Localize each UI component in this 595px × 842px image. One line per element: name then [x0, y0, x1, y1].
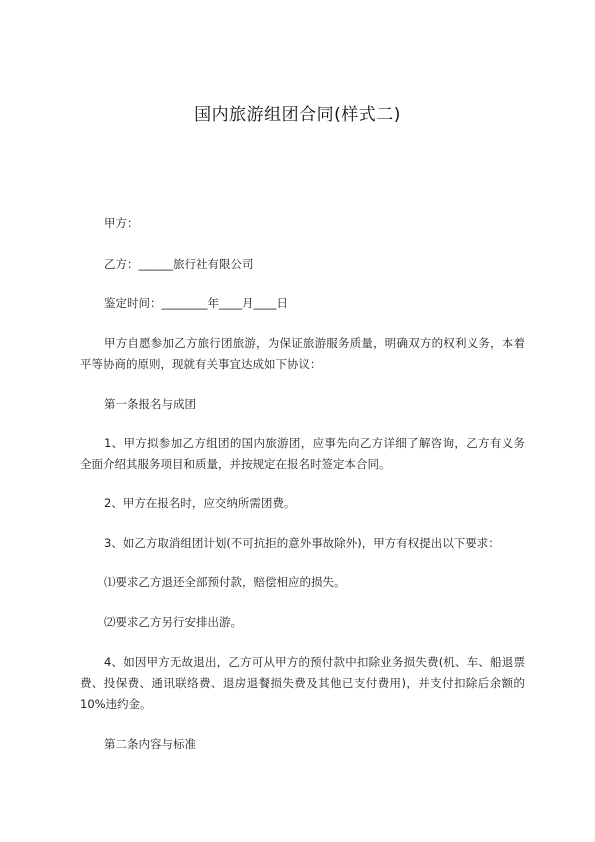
party-a-line: 甲方：: [104, 216, 139, 230]
preamble-paragraph: 甲方自愿参加乙方旅行团旅游，为保证旅游服务质量，明确双方的权利义务，本着平等协商的原则，现就有关事宜达成如下协议：: [80, 336, 525, 371]
article-1-clause-3: 3、如乙方取消组团计划(不可抗拒的意外事故除外)，甲方有权提出以下要求：: [104, 536, 500, 550]
article-1-heading: 第一条报名与成团: [104, 397, 196, 411]
article-1-clause-4: 4、如因甲方无故退出，乙方可从甲方的预付款中扣除业务损失费(机、车、船退票费、投保费、通讯联络费、退房退餐损失费及其他已支付费用)，并支付扣除后余额的 10%违约金。: [80, 655, 525, 711]
article-1-clause-2: 2、甲方在报名时，应交纳所需团费。: [104, 496, 296, 510]
article-2-heading: 第二条内容与标准: [104, 737, 196, 751]
document-title: 国内旅游组团合同(样式二): [194, 105, 401, 125]
article-1-clause-1: 1、甲方拟参加乙方组团的国内旅游团，应事先向乙方详细了解咨询，乙方有义务全面介绍其服务项目和质量，并按规定在报名时签定本合同。: [80, 436, 525, 471]
article-1-clause-3-item-1: ⑴要求乙方退还全部预付款，赔偿相应的损失。: [104, 575, 346, 589]
signing-date-line: 鉴定时间：________年____月____日: [104, 296, 288, 310]
article-1-clause-3-item-2: ⑵要求乙方另行安排出游。: [104, 615, 242, 629]
party-b-line: 乙方：______旅行社有限公司: [104, 257, 254, 271]
